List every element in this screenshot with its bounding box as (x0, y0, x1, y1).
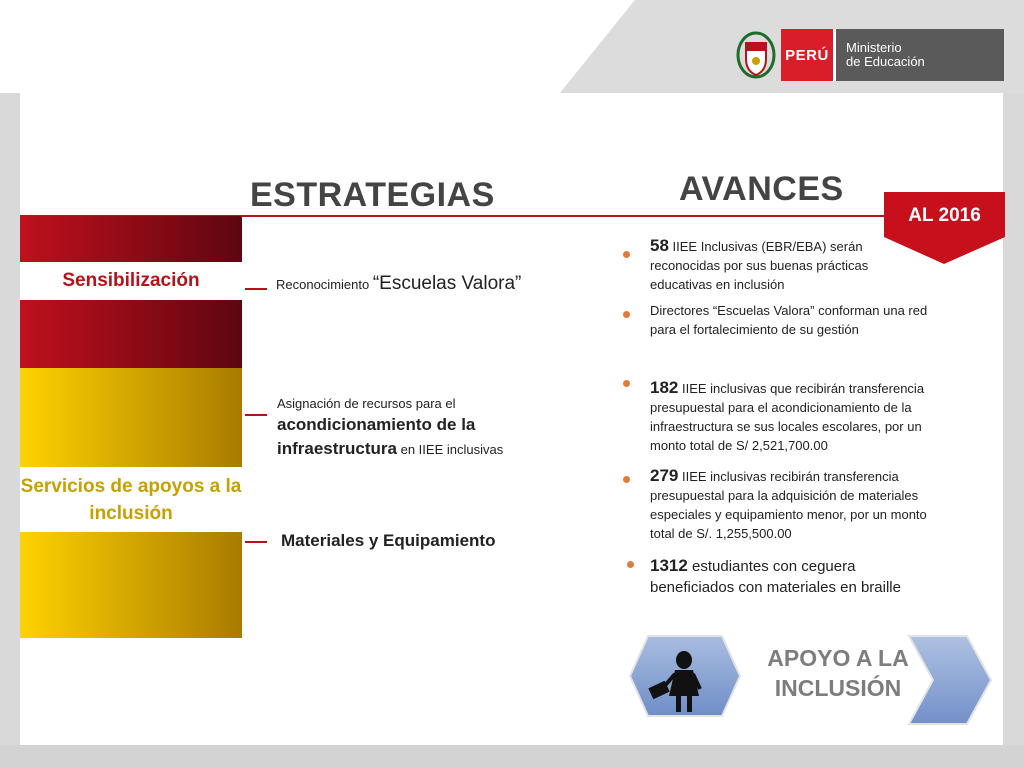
bullet-1 (623, 251, 630, 258)
advance-3-number: 182 (650, 378, 679, 397)
year-ribbon (884, 192, 1005, 264)
advance-4 (650, 466, 950, 543)
bullet-5 (627, 561, 634, 568)
connector-2 (245, 414, 267, 416)
ministry-line-2: de Educación (846, 54, 925, 69)
strategy-escuelas-valora (276, 273, 521, 295)
advance-1-text: IIEE Inclusivas (EBR/EBA) serán reconocidas por sus buenas prácticas educativas en inclusión (650, 239, 869, 292)
strategy-2-line1: Asignación de recursos para el (277, 396, 456, 411)
peru-label: PERÚ (781, 29, 833, 81)
ministry-label (833, 29, 1004, 81)
advance-5-number: 1312 (650, 556, 688, 575)
strategy-1-prefix: Reconocimiento (276, 277, 373, 292)
coat-of-arms-icon (735, 29, 777, 81)
advance-1 (650, 236, 900, 294)
advance-2 (650, 301, 940, 339)
advance-4-number: 279 (650, 466, 679, 485)
bullet-3 (623, 380, 630, 387)
strategy-2-bold: acondicionamiento de la infraestructura (277, 415, 476, 458)
sensitization-label: Sensibilización (20, 262, 242, 300)
advance-3 (650, 378, 955, 455)
strategies-title: ESTRATEGIAS (250, 176, 495, 214)
ministry-line-1: Ministerio (846, 40, 902, 55)
strategy-1-highlight: “Escuelas Valora” (372, 273, 522, 294)
support-inclusion-label (760, 643, 916, 703)
ministry-logo (735, 29, 1004, 81)
advance-5-text: estudiantes con ceguera beneficiados con materiales en braille (650, 558, 901, 596)
advance-5 (650, 555, 940, 598)
year-badge: AL 2016 (908, 205, 981, 226)
person-hexagon (626, 634, 742, 718)
strategy-infrastructure (277, 395, 537, 461)
support-line-2: INCLUSIÓN (774, 675, 902, 701)
support-services-label: Servicios de apoyos a la inclusión (20, 467, 242, 532)
strategy-materials: Materiales y Equipamiento (281, 531, 496, 550)
bullet-4 (623, 476, 630, 483)
bullet-2 (623, 311, 630, 318)
advance-1-number: 58 (650, 236, 669, 255)
strategy-2-tail: en IIEE inclusivas (396, 442, 504, 457)
chevron-right-icon (905, 634, 995, 728)
advances-title: AVANCES (679, 170, 844, 208)
advance-2-text: Directores “Escuelas Valora” conforman una red para el fortalecimiento de su gestión (650, 303, 928, 337)
connector-3 (245, 541, 267, 543)
advance-3-text: IIEE inclusivas que recibirán transferencia presupuestal para el acondicionamiento de la infraestructura se sus locales escolares, por un monto total de S/ 2,521,700.00 (650, 381, 925, 453)
connector-1 (245, 288, 267, 290)
advance-4-text: IIEE inclusivas recibirán transferencia presupuestal para la adquisición de materiales especiales y equipamiento menor, por un monto total de S/. 1,255,500.00 (650, 469, 927, 541)
support-line-1: APOYO A LA (767, 645, 909, 671)
